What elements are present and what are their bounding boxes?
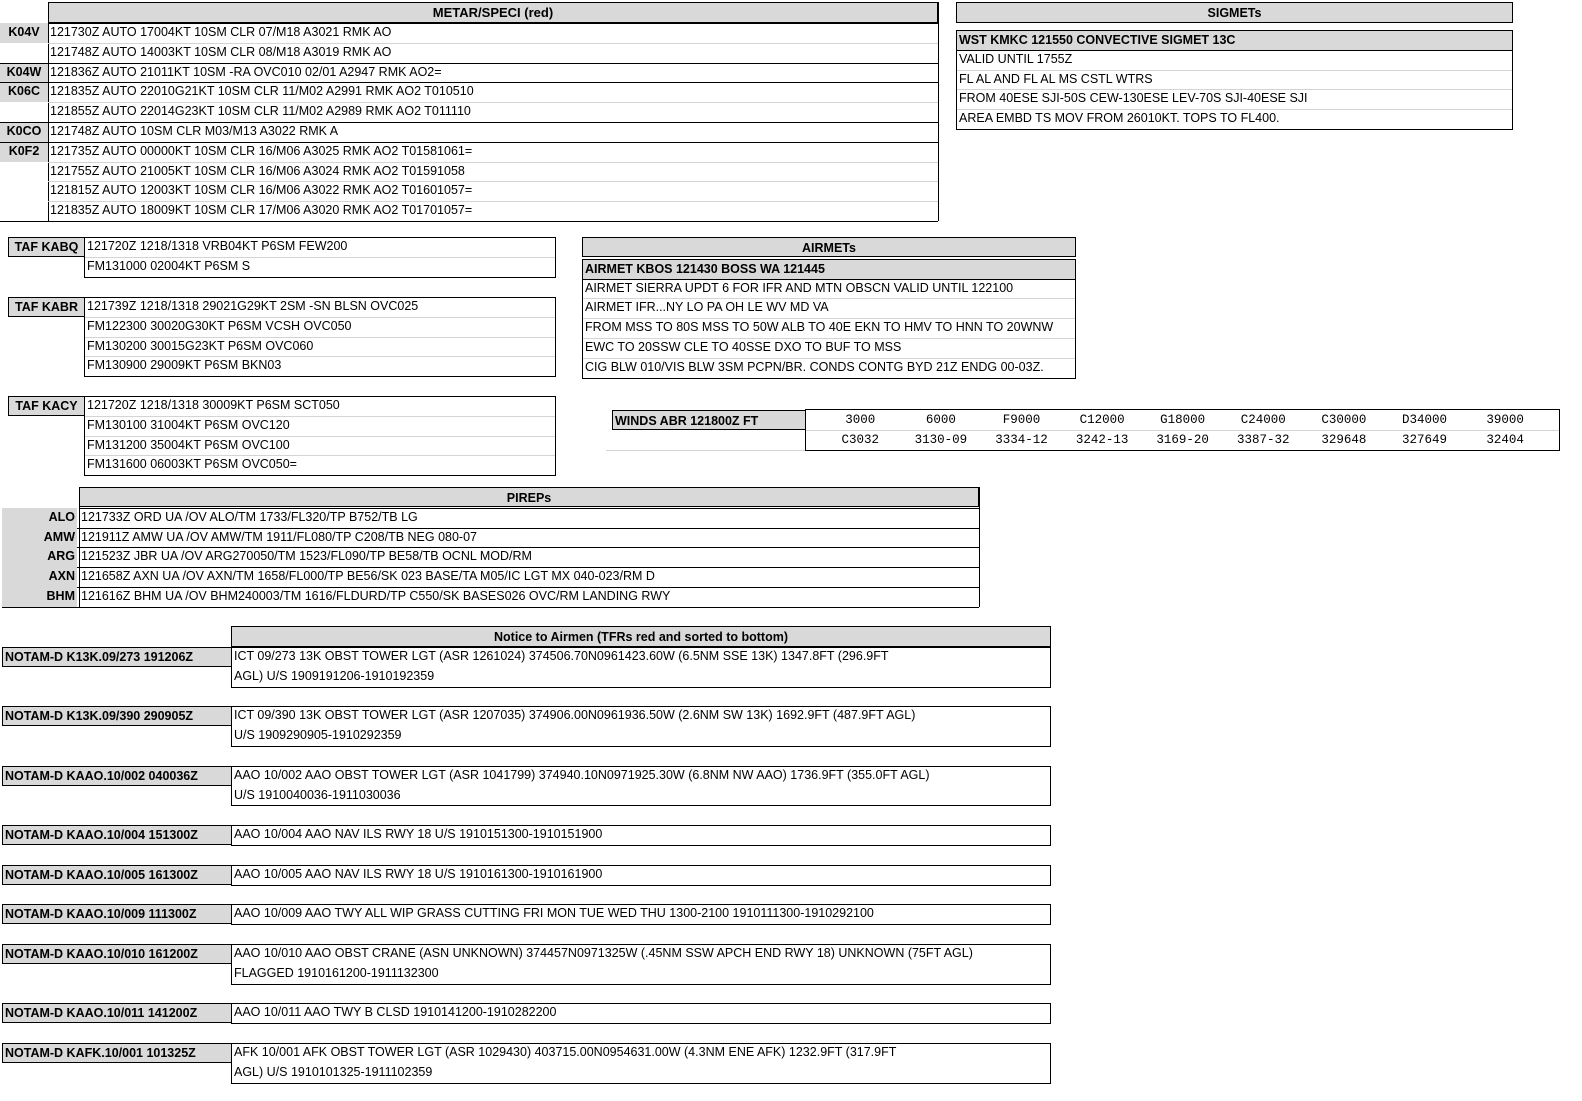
winds-value: 3242-13 <box>1075 433 1129 447</box>
metar-station[interactable]: K04V <box>0 23 48 43</box>
metar-station[interactable]: K0CO <box>0 122 48 142</box>
winds-label[interactable]: WINDS ABR 121800Z FT <box>612 410 805 430</box>
pirep-station[interactable]: ALO <box>2 508 77 528</box>
metar-station-separator <box>0 142 938 143</box>
metar-border-bottom <box>0 221 938 222</box>
sigmets-title: SIGMETs <box>956 2 1513 23</box>
metar-header-rule <box>48 23 938 24</box>
winds-value: 3387-32 <box>1237 433 1290 447</box>
winds-label-underline <box>606 450 805 451</box>
notam-id[interactable]: NOTAM-D K13K.09/273 191206Z <box>2 647 231 667</box>
winds-altitude: F9000 <box>1002 413 1041 427</box>
pirep-row-separator <box>2 607 979 608</box>
notam-text[interactable]: AGL) U/S 1909191206-1910192359 <box>234 668 435 683</box>
pirep-station[interactable]: AXN <box>2 567 77 587</box>
winds-value: C3032 <box>841 433 880 447</box>
metar-report[interactable]: 121748Z AUTO 14003KT 10SM CLR 08/M18 A3019 RMK AO <box>50 44 392 59</box>
metar-station-separator <box>0 82 938 83</box>
airmet-row-separator <box>583 338 1075 339</box>
taf-row-separator <box>85 356 555 357</box>
airmet-row-separator <box>583 358 1075 359</box>
metar-row-separator <box>48 162 938 163</box>
notam-text[interactable]: AAO 10/009 AAO TWY ALL WIP GRASS CUTTING FRI MON TUE WED THU 1300-2100 1910111300-1910292100 <box>234 906 874 921</box>
winds-value: 3169-20 <box>1156 433 1209 447</box>
pirep-report[interactable]: 121658Z AXN UA /OV AXN/TM 1658/FL000/TP BE56/SK 023 BASE/TA M05/IC LGT MX 040-023/RM D <box>81 569 655 584</box>
notam-text[interactable]: AAO 10/004 AAO NAV ILS RWY 18 U/S 1910151300-1910151900 <box>234 827 603 842</box>
taf-row-separator <box>85 337 555 338</box>
airmet-row-separator <box>583 298 1075 299</box>
pirep-report[interactable]: 121523Z JBR UA /OV ARG270050/TM 1523/FL090/TP BE58/TB OCNL MOD/RM <box>81 549 532 564</box>
airmets-title: AIRMETs <box>582 237 1076 257</box>
sigmet-line: FL AL AND FL AL MS CSTL WTRS <box>959 71 1153 86</box>
metar-divider <box>48 2 49 221</box>
taf-line: FM131000 02004KT P6SM S <box>87 258 251 273</box>
metar-row-separator <box>48 43 938 44</box>
sigmet-row-separator <box>957 89 1512 90</box>
airmet-line: CIG BLW 010/VIS BLW 3SM PCPN/BR. CONDS CONTG BYD 21Z ENDG 00-03Z. <box>585 359 1044 374</box>
taf-line: FM130900 29009KT P6SM BKN03 <box>87 358 282 373</box>
notam-id[interactable]: NOTAM-D KAAO.10/002 040036Z <box>2 766 231 786</box>
notam-text[interactable]: AAO 10/011 AAO TWY B CLSD 1910141200-1910282200 <box>234 1005 557 1020</box>
metar-report[interactable]: 121855Z AUTO 22014G23KT 10SM CLR 11/M02 A2989 RMK AO2 T011110 <box>50 104 471 119</box>
sigmet-line: FROM 40ESE SJI-50S CEW-130ESE LEV-70S SJI-40ESE SJI <box>959 91 1308 106</box>
pirep-report[interactable]: 121911Z AMW UA /OV AMW/TM 1911/FL080/TP C208/TB NEG 080-07 <box>81 529 478 544</box>
notam-text[interactable]: AFK 10/001 AFK OBST TOWER LGT (ASR 1029430) 403715.00N0954631.00W (4.3NM ENE AFK) 1232.9FT (317.9FT <box>234 1045 897 1059</box>
taf-line: 121739Z 1218/1318 29021G29KT 2SM -SN BLSN OVC025 <box>87 299 419 313</box>
metar-station[interactable]: K04W <box>0 63 48 83</box>
metar-report[interactable]: 121755Z AUTO 21005KT 10SM CLR 16/M06 A3024 RMK AO2 T01591058 <box>50 163 465 178</box>
taf-line: FM130200 30015G23KT P6SM OVC060 <box>87 338 314 353</box>
airmet-row-separator <box>583 318 1075 319</box>
metar-report[interactable]: 121735Z AUTO 00000KT 10SM CLR 16/M06 A3025 RMK AO2 T01581061= <box>50 143 473 158</box>
taf-row-separator <box>85 455 555 456</box>
taf-station-label[interactable]: TAF KABR <box>8 297 84 317</box>
sigmet-header[interactable]: WST KMKC 121550 CONVECTIVE SIGMET 13C <box>957 31 1512 51</box>
taf-line: 121720Z 1218/1318 30009KT P6SM SCT050 <box>87 398 340 412</box>
airmet-line: AIRMET SIERRA UPDT 6 FOR IFR AND MTN OBSCN VALID UNTIL 122100 <box>585 280 1014 295</box>
winds-altitude: 39000 <box>1486 413 1524 427</box>
notam-text[interactable]: ICT 09/390 13K OBST TOWER LGT (ASR 1207035) 374906.00N0961936.50W (2.6NM SW 13K) 1692.9FT (487.9FT AGL) <box>234 708 916 723</box>
sigmet-line: AREA EMBD TS MOV FROM 26010KT. TOPS TO FL400. <box>959 111 1280 126</box>
taf-line: FM122300 30020G30KT P6SM VCSH OVC050 <box>87 318 352 333</box>
sigmet-row-separator <box>957 109 1512 110</box>
winds-value: 3130-09 <box>914 433 968 447</box>
metar-report[interactable]: 121835Z AUTO 22010G21KT 10SM CLR 11/M02 A2991 RMK AO2 T010510 <box>50 84 474 99</box>
taf-line: FM130100 31004KT P6SM OVC120 <box>87 417 290 432</box>
pirep-border-right <box>979 487 980 607</box>
airmet-line: EWC TO 20SSW CLE TO 40SSE DXO TO BUF TO MSS <box>585 340 902 354</box>
notam-id[interactable]: NOTAM-D KAAO.10/010 161200Z <box>2 944 231 964</box>
notam-text[interactable]: AAO 10/005 AAO NAV ILS RWY 18 U/S 1910161300-1910161900 <box>234 866 603 881</box>
metar-report[interactable]: 121836Z AUTO 21011KT 10SM -RA OVC010 02/01 A2947 RMK AO2= <box>50 64 442 79</box>
metar-title: METAR/SPECI (red) <box>48 2 938 23</box>
notam-text[interactable]: ICT 09/273 13K OBST TOWER LGT (ASR 1261024) 374506.70N0961423.60W (6.5NM SSE 13K) 1347.8FT (296.9FT <box>234 649 889 663</box>
metar-station[interactable]: K06C <box>0 82 48 102</box>
airmet-line: FROM MSS TO 80S MSS TO 50W ALB TO 40E EKN TO HMV TO HNN TO 20WNW <box>585 320 1054 335</box>
pirep-station[interactable]: AMW <box>2 528 77 548</box>
winds-value: 329648 <box>1321 433 1367 447</box>
metar-report[interactable]: 121748Z AUTO 10SM CLR M03/M13 A3022 RMK A <box>50 124 339 138</box>
metar-station-separator <box>0 122 938 123</box>
metar-row-separator <box>48 201 938 202</box>
taf-row-separator <box>85 436 555 437</box>
taf-row-separator <box>85 317 555 318</box>
winds-value: 3334-12 <box>995 433 1048 447</box>
taf-line: FM131200 35004KT P6SM OVC100 <box>87 437 290 452</box>
notam-text[interactable]: AGL) U/S 1910101325-1911102359 <box>234 1064 433 1079</box>
taf-line: 121720Z 1218/1318 VRB04KT P6SM FEW200 <box>87 239 348 253</box>
notam-id[interactable]: NOTAM-D KAFK.10/001 101325Z <box>2 1043 231 1063</box>
winds-value: 327649 <box>1401 433 1447 447</box>
notam-text[interactable]: AAO 10/010 AAO OBST CRANE (ASN UNKNOWN) 374457N0971325W (.45NM SSW APCH END RWY 18) UNKNOWN (75FT AGL) <box>234 946 973 960</box>
notam-text[interactable]: U/S 1910040036-1911030036 <box>234 787 401 802</box>
winds-altitude: C24000 <box>1240 413 1286 427</box>
metar-report[interactable]: 121815Z AUTO 12003KT 10SM CLR 16/M06 A3022 RMK AO2 T01601057= <box>50 183 473 198</box>
metar-station-separator <box>0 63 938 64</box>
notam-id[interactable]: NOTAM-D KAAO.10/009 111300Z <box>2 904 231 924</box>
notam-id[interactable]: NOTAM-D KAAO.10/004 151300Z <box>2 825 231 845</box>
sigmet-row-separator <box>957 70 1512 71</box>
metar-border-right <box>938 2 939 221</box>
pirep-station[interactable]: ARG <box>2 547 77 567</box>
notam-id[interactable]: NOTAM-D KAAO.10/005 161300Z <box>2 865 231 885</box>
taf-station-label[interactable]: TAF KACY <box>8 396 84 416</box>
pirep-divider <box>79 487 80 607</box>
winds-altitude: 3000 <box>845 413 876 427</box>
metar-report[interactable]: 121730Z AUTO 17004KT 10SM CLR 07/M18 A3021 RMK AO <box>50 25 392 39</box>
taf-row-separator <box>85 257 555 258</box>
notam-text[interactable]: AAO 10/002 AAO OBST TOWER LGT (ASR 1041799) 374940.10N0971925.30W (6.8NM NW AAO) 1736.9FT (355.0FT AGL) <box>234 767 930 782</box>
winds-altitude: D34000 <box>1401 413 1447 427</box>
winds-altitude: C12000 <box>1079 413 1125 427</box>
airmet-header[interactable]: AIRMET KBOS 121430 BOSS WA 121445 <box>583 260 1075 279</box>
winds-altitude: G18000 <box>1160 413 1206 427</box>
notam-text[interactable]: U/S 1909290905-1910292359 <box>234 728 402 743</box>
taf-line: FM131600 06003KT P6SM OVC050= <box>87 457 297 472</box>
winds-altitude: C30000 <box>1321 413 1367 427</box>
pirep-header-rule <box>79 508 979 509</box>
metar-station[interactable]: K0F2 <box>0 142 48 162</box>
pirep-station[interactable]: BHM <box>2 587 77 607</box>
metar-row-separator <box>48 102 938 103</box>
metar-report[interactable]: 121835Z AUTO 18009KT 10SM CLR 17/M06 A3020 RMK AO2 T01701057= <box>50 203 473 218</box>
pireps-title: PIREPs <box>79 487 979 507</box>
airmet-line: AIRMET IFR...NY LO PA OH LE WV MD VA <box>585 300 829 315</box>
sigmet-line: VALID UNTIL 1755Z <box>959 51 1073 66</box>
winds-value: 32404 <box>1486 433 1524 447</box>
pirep-report[interactable]: 121733Z ORD UA /OV ALO/TM 1733/FL320/TP B752/TB LG <box>81 509 418 524</box>
notam-id[interactable]: NOTAM-D K13K.09/390 290905Z <box>2 706 231 726</box>
notam-text[interactable]: FLAGGED 1910161200-1911132300 <box>234 965 439 980</box>
taf-station-label[interactable]: TAF KABQ <box>8 237 84 257</box>
winds-altitude: 6000 <box>925 413 956 427</box>
notams-title: Notice to Airmen (TFRs red and sorted to bottom) <box>231 626 1051 647</box>
taf-row-separator <box>85 416 555 417</box>
metar-row-separator <box>48 181 938 182</box>
pirep-report[interactable]: 121616Z BHM UA /OV BHM240003/TM 1616/FLDURD/TP C550/SK BASES026 OVC/RM LANDING RWY <box>81 589 671 603</box>
notam-id[interactable]: NOTAM-D KAAO.10/011 141200Z <box>2 1003 231 1023</box>
